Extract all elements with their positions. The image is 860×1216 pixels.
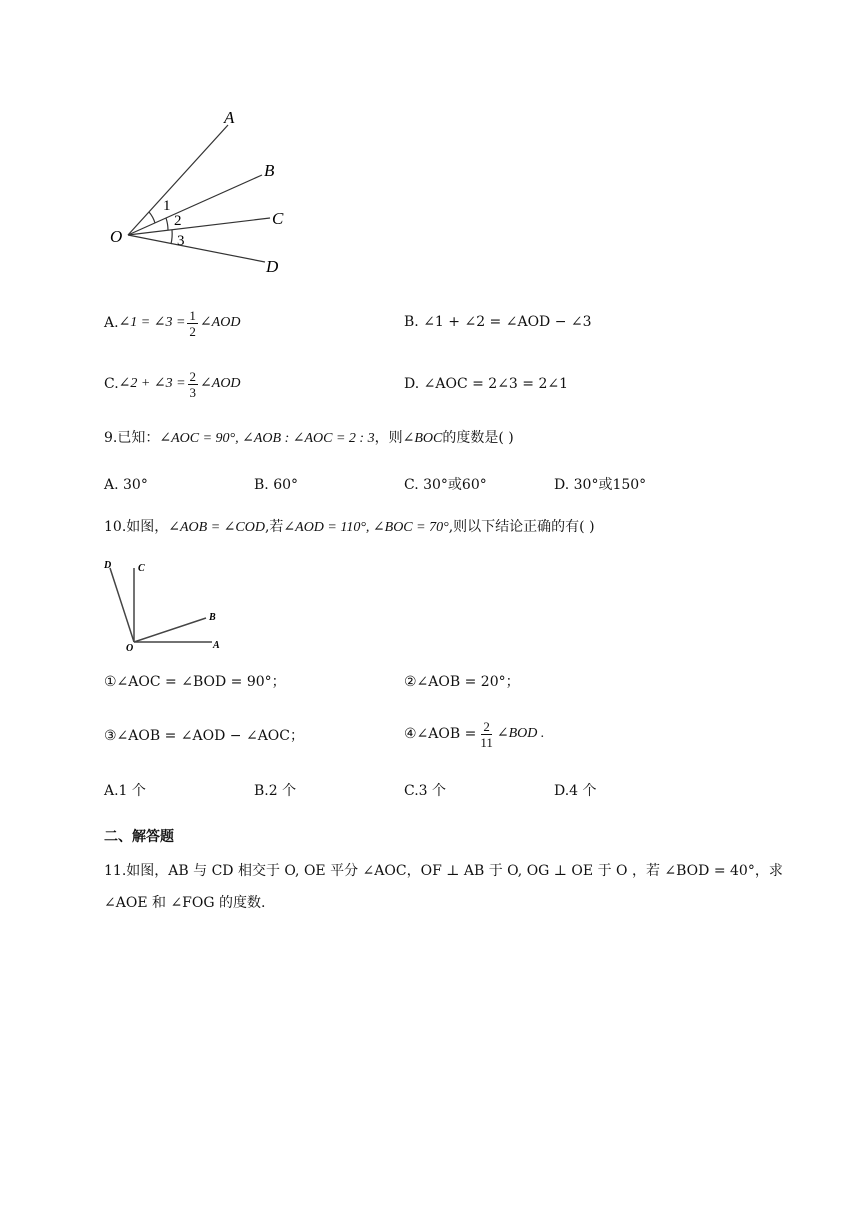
label-o: O xyxy=(126,643,134,654)
option-8a: A. ∠1 = ∠3 = $\frac{1}{2}$ ∠AOD xyxy=(104,307,241,339)
section-heading: 二、解答题 xyxy=(104,829,174,845)
angle-figure-2 xyxy=(100,556,230,656)
option-8d: D. ∠AOC = 2∠3 = 2∠1 xyxy=(404,376,569,392)
label-b: B xyxy=(209,612,216,623)
ray-ob xyxy=(134,618,206,642)
label-angle-1: 1 xyxy=(163,198,171,214)
statement-10-1: ①∠AOC = ∠BOD = 90°； xyxy=(104,674,286,690)
option-9c: C. 30°或60° xyxy=(404,477,487,493)
option-10a: A.1 个 xyxy=(104,783,146,799)
option-8b: B. ∠1 + ∠2 = ∠AOD − ∠3 xyxy=(404,314,592,330)
fraction-one-half: $\frac{1}{2}$ xyxy=(189,307,196,339)
option-9b: B. 60° xyxy=(254,477,299,493)
angle-arc-1 xyxy=(149,212,155,223)
statement-10-2: ②∠AOB = 20°； xyxy=(404,674,520,690)
label-d: D xyxy=(104,560,112,571)
label-o: O xyxy=(110,227,123,246)
question-11-line-2: ∠AOE 和 ∠FOG 的度数. xyxy=(104,895,266,911)
fraction-two-thirds: $\frac{2}{3}$ xyxy=(189,368,197,400)
option-9d: D. 30°或150° xyxy=(554,477,647,493)
option-10b: B.2 个 xyxy=(254,783,297,799)
label-angle-2: 2 xyxy=(174,213,182,229)
fraction-two-elevenths: $\frac{2}{11}$ xyxy=(480,718,493,750)
angle-arc-2 xyxy=(166,218,168,230)
statement-10-4: ④∠AOB = $\frac{2}{11}$ ∠BOD . xyxy=(404,718,545,750)
label-d: D xyxy=(266,257,279,276)
question-10-stem: 10.如图，∠AOB = ∠COD,若∠AOD = 110°, ∠BOC = 70°,则以下结论正确的有( ) xyxy=(104,519,595,535)
ray-od xyxy=(128,235,265,262)
label-c: C xyxy=(272,209,284,228)
statement-10-3: ③∠AOB = ∠AOD − ∠AOC； xyxy=(104,728,304,744)
label-c: C xyxy=(138,563,145,574)
label-b: B xyxy=(264,161,275,180)
question-11-line-1: 11.如图，AB 与 CD 相交于 O, OE 平分 ∠AOC，OF ⊥ AB 于 O, OG ⊥ OE 于 O ，若 ∠BOD = 40°，求 xyxy=(104,863,783,879)
angle-arc-3 xyxy=(171,230,172,244)
ray-ob xyxy=(128,175,262,235)
ray-oc xyxy=(128,218,270,235)
label-a: A xyxy=(224,108,235,127)
option-10d: D.4 个 xyxy=(554,783,597,799)
option-9a: A. 30° xyxy=(104,477,148,493)
label-angle-3: 3 xyxy=(177,233,185,249)
ray-od xyxy=(110,568,134,642)
label-a: A xyxy=(213,640,220,651)
option-10c: C.3 个 xyxy=(404,783,447,799)
angle-figure-1 xyxy=(100,100,300,280)
option-8c: C. ∠2 + ∠3 = $\frac{2}{3}$ ∠AOD xyxy=(104,368,241,400)
question-9-stem: 9.已知：∠AOC = 90°, ∠AOB : ∠AOC = 2 : 3，则∠BOC的度数是( ) xyxy=(104,430,514,446)
